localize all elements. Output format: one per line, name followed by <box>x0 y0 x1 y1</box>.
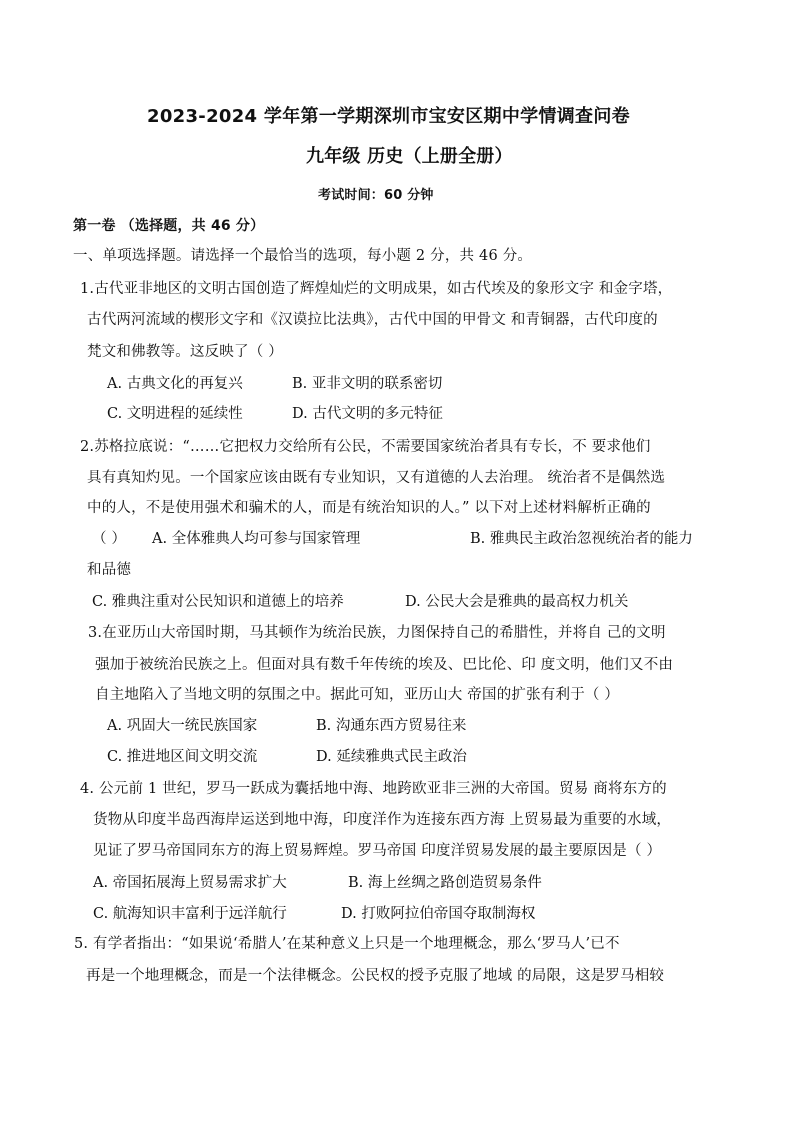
question-text: 3.在亚历山大帝国时期，马其顿作为统治民族，力图保持自己的希腊性，并将自 己的文明 <box>88 625 666 641</box>
option-a: A. 帝国拓展海上贸易需求扩大 <box>93 875 287 891</box>
question-text: 中的人，不是使用强术和骗术的人，而是有统治知识的人。” 以下对上述材料解析正确的 <box>87 500 651 516</box>
question-text: 2.苏格拉底说：“……它把权力交给所有公民，不需要国家统治者具有专长，不 要求他们 <box>80 439 651 455</box>
question-text: 强加于被统治民族之上。但面对具有数千年传统的埃及、巴比伦、印 度文明，他们又不由 <box>95 657 674 673</box>
option-b: B. 海上丝绸之路创造贸易条件 <box>348 875 542 891</box>
option-a: A. 古典文化的再复兴 <box>107 376 243 392</box>
option-a: A. 巩固大一统民族国家 <box>107 718 258 734</box>
question-text: 1.古代亚非地区的文明古国创造了辉煌灿烂的文明成果，如古代埃及的象形文字 和金字塔， <box>80 281 673 297</box>
question-text: 梵文和佛教等。这反映了（ ） <box>87 344 283 360</box>
option-c: C. 航海知识丰富利于远洋航行 <box>93 906 287 922</box>
option-d: D. 古代文明的多元特征 <box>292 406 443 422</box>
part-heading: 第一卷 （选择题，共 46 分） <box>73 218 265 234</box>
exam-subtitle: 九年级 历史（上册全册） <box>306 146 513 167</box>
option-a: A. 全体雅典人均可参与国家管理 <box>152 531 361 547</box>
option-c: C. 雅典注重对公民知识和道德上的培养 <box>92 594 344 610</box>
question-text: 见证了罗马帝国同东方的海上贸易辉煌。罗马帝国 印度洋贸易发展的最主要原因是（ ） <box>93 843 662 859</box>
section-instructions: 一、单项选择题。请选择一个最恰当的选项，每小题 2 分，共 46 分。 <box>73 248 533 264</box>
question-text: 4. 公元前 1 世纪，罗马一跃成为囊括地中海、地跨欧亚非三洲的大帝国。贸易 商将东方的 <box>80 781 667 797</box>
question-text: 5. 有学者指出：“如果说‘希腊人’在某种意义上只是一个地理概念，那么‘罗马人’已不 <box>74 936 620 952</box>
option-d: D. 公民大会是雅典的最高权力机关 <box>405 594 629 610</box>
question-text: 古代两河流域的楔形文字和《汉谟拉比法典》，古代中国的甲骨文 和青铜器，古代印度的 <box>87 312 658 328</box>
exam-title: 2023-2024 学年第一学期深圳市宝安区期中学情调查问卷 <box>147 106 630 127</box>
answer-blank: （ ） <box>92 531 127 547</box>
question-text: 自主地陷入了当地文明的氛围之中。据此可知，亚历山大 帝国的扩张有利于（ ） <box>95 687 620 703</box>
option-d: D. 打败阿拉伯帝国夺取制海权 <box>341 906 536 922</box>
question-text: 和品德 <box>87 562 132 578</box>
question-text: 具有真知灼见。一个国家应该由既有专业知识，又有道德的人去治理。 统治者不是偶然选 <box>87 470 666 486</box>
option-d: D. 延续雅典式民主政治 <box>316 749 467 765</box>
option-b: B. 沟通东西方贸易往来 <box>316 718 467 734</box>
question-text: 再是一个地理概念，而是一个法律概念。公民权的授予克服了地域 的局限，这是罗马相较 <box>86 968 665 984</box>
option-c: C. 文明进程的延续性 <box>107 406 243 422</box>
question-text: 货物从印度半岛西海岸运送到地中海，印度洋作为连接东西方海 上贸易最为重要的水域， <box>93 812 672 828</box>
option-c: C. 推进地区间文明交流 <box>107 749 258 765</box>
exam-time: 考试时间：60 分钟 <box>318 188 434 203</box>
option-b: B. 雅典民主政治忽视统治者的能力 <box>470 531 693 547</box>
option-b: B. 亚非文明的联系密切 <box>292 376 443 392</box>
